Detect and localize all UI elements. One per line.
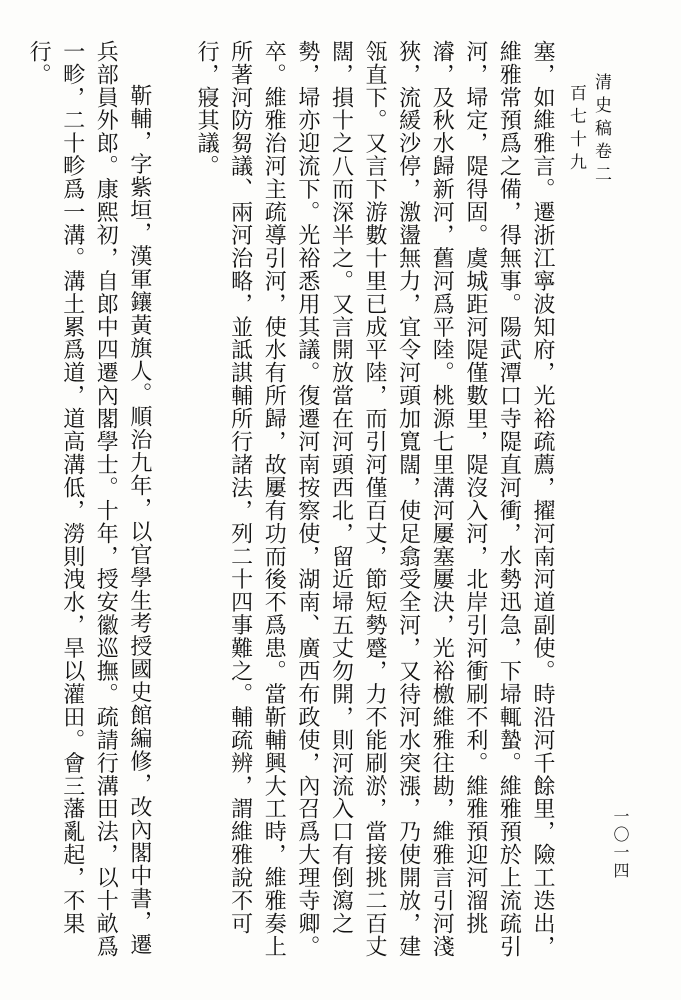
running-title: 清史稿卷二百七十九 — [566, 72, 611, 188]
paragraph-2: 靳輔，字紫垣，漢軍鑲黃旗人。順治九年，以官學生考授國史館編修，改內閣中書，遷兵部員外郎。康熙初，自郎中四遷內閣學士。十年，授安徽巡撫。疏請行溝田法，以十畝爲一畛，二十畛爲一溝。溝土累爲道，道高溝低，澇則洩水，旱以灌田。會三藩亂起，不果行。 — [26, 40, 152, 958]
paragraph-1: 塞，如維雅言。遷浙江寧波知府，光裕疏薦，擢河南河道副使。時沿河千餘里，險工迭出，維雅常預爲之備，得無事。陽武潭口寺隄直河衝，水勢迅急，下埽輒蟄。維雅預於上流疏引河，埽定，隄得固。虞城距河隄僅數里，隄沒入河，北岸引河衝刷不利。維雅預迎河溜挑濬，及秋水歸新河，舊河爲平陸。桃源七里溝河屢塞屢決，光裕檄維雅往勘，維雅言引河淺狹，流緩沙停，激盪無力，宜令河頭加寬闊，使足翕受全河，又待河水突漲，乃使開放，建瓴直下。又言下游數十里已成平陸，而引河僅百丈，節短勢蹙，力不能刷淤，當接挑二百丈闊，損十之八而深半之。又言開放當在河頭西北，留近埽五丈勿開，則河流入口有倒瀉之勢，埽亦迎流下。光裕悉用其議。復遷河南按察使，湖南、廣西布政使，內召爲大理寺卿。卒。維雅治河主疏導引河，使水有所歸，故屢有功而後不爲患。當靳輔興大工時，維雅奏上所著河防芻議、兩河治略，並詆諆輔所行諸法，列二十四事難之。輔疏辨，謂維雅說不可行，寢其議。 — [194, 40, 555, 958]
main-text — [26, 40, 559, 960]
page-number: 一〇一四 — [611, 808, 630, 880]
